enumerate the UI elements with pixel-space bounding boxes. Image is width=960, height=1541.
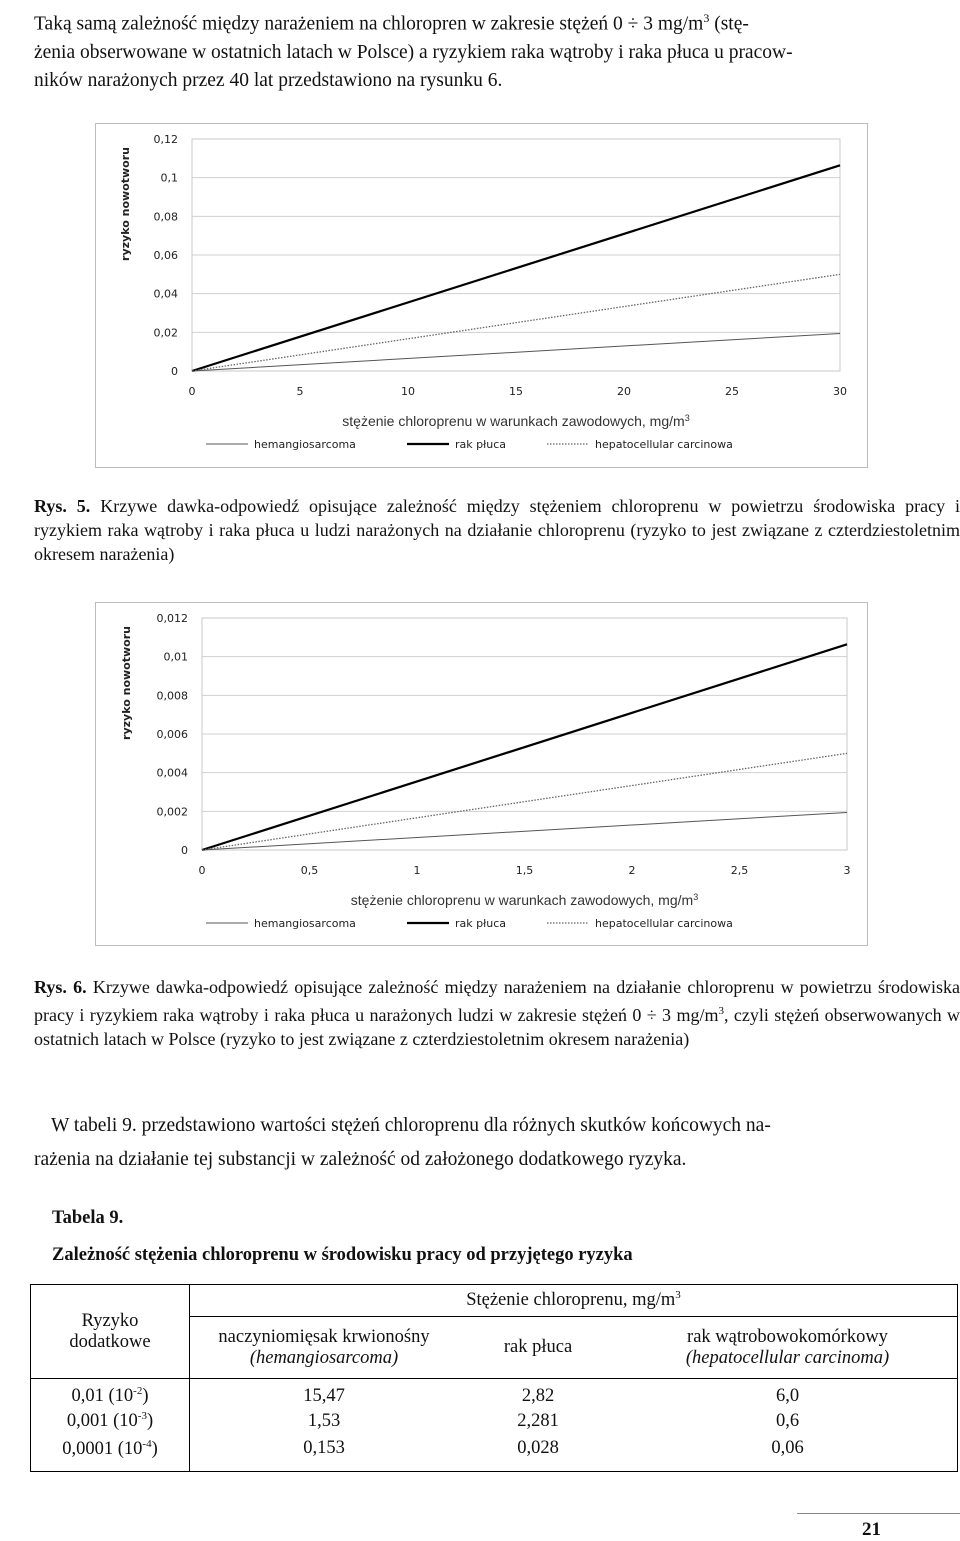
group-header-sup: 3 [675, 1289, 681, 1302]
legend-label: hepatocellular carcinowa [595, 917, 733, 930]
y-tick-label: 0,02 [153, 326, 178, 340]
header-group [190, 1285, 958, 1317]
caption-6-label: Rys. 6. [34, 977, 87, 997]
x-tick-label: 0 [188, 385, 196, 398]
x-tick-label: 15 [509, 385, 523, 398]
y-tick-label: 0,002 [156, 805, 188, 819]
x-tick-label: 2 [628, 864, 636, 877]
cell-value: 2,281 [517, 1410, 559, 1431]
y-tick-label: 0,01 [163, 650, 188, 664]
cell-value: 0,06 [618, 1435, 958, 1471]
intro-line-1 [34, 4, 960, 39]
cell-value: 6,0 [618, 1379, 958, 1408]
caption-5-text: Krzywe dawka-odpowiedź opisujące zależność między stężeniem chloroprenu w powietrzu środowiska pracy i ryzykiem raka wątroby i raka płuca u ludzi narażonych na działanie chloroprenu (ryzyko to jest związane z czterdziestoletnim okresem narażenia) [34, 496, 960, 564]
cell-value: 0,153 [190, 1435, 459, 1471]
header-col2-text: rak płuca [503, 1337, 573, 1357]
body2-line-2: rażenia na działanie tej substancji w zależność od założonego dodatkowego ryzyka. [34, 1149, 687, 1170]
x-tick-label: 20 [617, 385, 631, 398]
figure-caption-6 [34, 975, 960, 1051]
chart-1 [96, 124, 867, 467]
header-col3-line-1: rak wątrobowokomórkowy [687, 1326, 888, 1347]
header-col1-line-2: (hemangiosarcoma) [249, 1347, 399, 1368]
cell-risk: 0,01 $(10^{-2})$ [31, 1379, 190, 1408]
x-tick-label: 1 [413, 864, 421, 877]
series-line-hepatocellular [192, 274, 840, 371]
figure-caption-5 [34, 494, 960, 566]
x-axis-label: stężenie chloroprenu w warunkach zawodowych, $mg/m^3$ [350, 892, 699, 908]
intro-text-1a: Taką samą zależność między narażeniem na chloropren w zakresie stężeń 0 ÷ 3 mg/m [34, 13, 704, 35]
group-header-text: Stężenie chloroprenu, mg/m [466, 1290, 676, 1311]
caption-5-label: Rys. 5. [34, 496, 91, 516]
cell-value: 1,53 [190, 1407, 459, 1435]
x-tick-label: 5 [296, 385, 304, 398]
cell-value: 0,6 [618, 1407, 958, 1435]
caption-6-text-b: , czyli stężeń obserwowanych w ostatnich latach w Polsce (ryzyko to jest związane z czterdziestoletnim okresem narażenia) [34, 1005, 960, 1049]
chart-frame-2 [95, 602, 868, 946]
cell-value: 15,47 [190, 1379, 459, 1408]
body2-line-1: W tabeli 9. przedstawiono wartości stężeń chloroprenu dla różnych skutków końcowych na- [51, 1115, 771, 1136]
y-axis-label: ryzyko nowotworu [120, 626, 133, 740]
x-axis-label: stężenie chloroprenu w warunkach zawodowych, $mg/m^3$ [342, 413, 690, 429]
header-lung-cancer [458, 1317, 618, 1379]
caption-6-text-a: Krzywe dawka-odpowiedź opisujące zależność między narażeniem na działanie chloroprenu w powietrzu środowiska pracy i ryzykiem raka wątroby i raka płuca u narażonych ludzi w zakresie stężeń 0 ÷ 3 mg/m [34, 977, 960, 1025]
x-tick-label: 25 [725, 385, 739, 398]
header-col1-line-1: naczyniomięsak krwionośny [218, 1326, 430, 1347]
series-line-rak [192, 165, 840, 371]
legend-label: rak płuca [455, 917, 506, 930]
y-tick-label: 0,004 [156, 766, 188, 780]
y-tick-label: 0,1 [160, 171, 178, 185]
intro-text-1b: (stę- [709, 13, 749, 35]
cell-risk: 0,001 $(10^{-3})$ [31, 1407, 190, 1435]
y-tick-label: 0,012 [156, 612, 188, 625]
cell-value: 2,82 [521, 1385, 555, 1406]
legend-label: hemangiosarcoma [254, 438, 356, 451]
chart-frame-1 [95, 123, 868, 468]
chart-2 [96, 603, 867, 945]
x-tick-label: 2,5 [730, 864, 749, 877]
series-line-hepatocellular [202, 753, 847, 850]
header-risk [31, 1285, 190, 1379]
y-tick-label: 0 [181, 844, 188, 857]
body-paragraph-2 [34, 1109, 960, 1177]
x-tick-label: 3 [843, 864, 851, 877]
x-tick-label: 30 [833, 385, 847, 398]
legend-label: rak płuca [455, 438, 506, 451]
x-tick-label: 0,5 [300, 864, 319, 877]
intro-line-3: ników narażonych przez 40 lat przedstawiono na rysunku 6. [34, 69, 503, 91]
intro-paragraph [34, 4, 960, 95]
y-tick-label: 0,04 [153, 287, 178, 301]
legend-label: hemangiosarcoma [254, 917, 356, 930]
y-tick-label: 0,12 [153, 133, 178, 146]
header-hemangiosarcoma [190, 1317, 459, 1379]
y-tick-label: 0,008 [156, 689, 188, 703]
header-col3-line-2: (hepatocellular carcinoma) [685, 1347, 890, 1368]
footer-rule [797, 1513, 960, 1514]
x-tick-label: 1,5 [515, 864, 534, 877]
header-risk-line-1: Ryzyko [81, 1310, 139, 1331]
cell-value: 0,028 [458, 1435, 618, 1471]
header-hepatocellular [618, 1317, 958, 1379]
table-label: Tabela 9. [52, 1208, 124, 1228]
y-tick-label: 0 [171, 365, 178, 378]
series-line-rak [202, 644, 847, 850]
y-tick-label: 0,08 [153, 210, 178, 224]
table-row [31, 1407, 958, 1435]
table-row [31, 1435, 958, 1471]
legend-label: hepatocellular carcinowa [595, 438, 733, 451]
cell-risk: 0,0001 $(10^{-4})$ [31, 1435, 190, 1471]
table-row [31, 1379, 958, 1408]
caption-6-sup: 3 [718, 1005, 724, 1017]
y-tick-label: 0,06 [153, 249, 178, 262]
y-axis-label: ryzyko nowotworu [119, 147, 132, 261]
x-tick-label: 0 [198, 864, 206, 877]
header-risk-line-2: dodatkowe [69, 1331, 151, 1352]
y-tick-label: 0,006 [156, 728, 188, 741]
page-number: 21 [862, 1519, 881, 1540]
table-title: Zależność stężenia chloroprenu w środowisku pracy od przyjętego ryzyka [52, 1245, 633, 1265]
intro-line-2: żenia obserwowane w ostatnich latach w Polsce) a ryzykiem raka wątroby i raka płuca u pracow- [34, 41, 793, 63]
data-table [30, 1284, 958, 1472]
x-tick-label: 10 [401, 385, 415, 398]
intro-sup: 3 [703, 11, 710, 25]
